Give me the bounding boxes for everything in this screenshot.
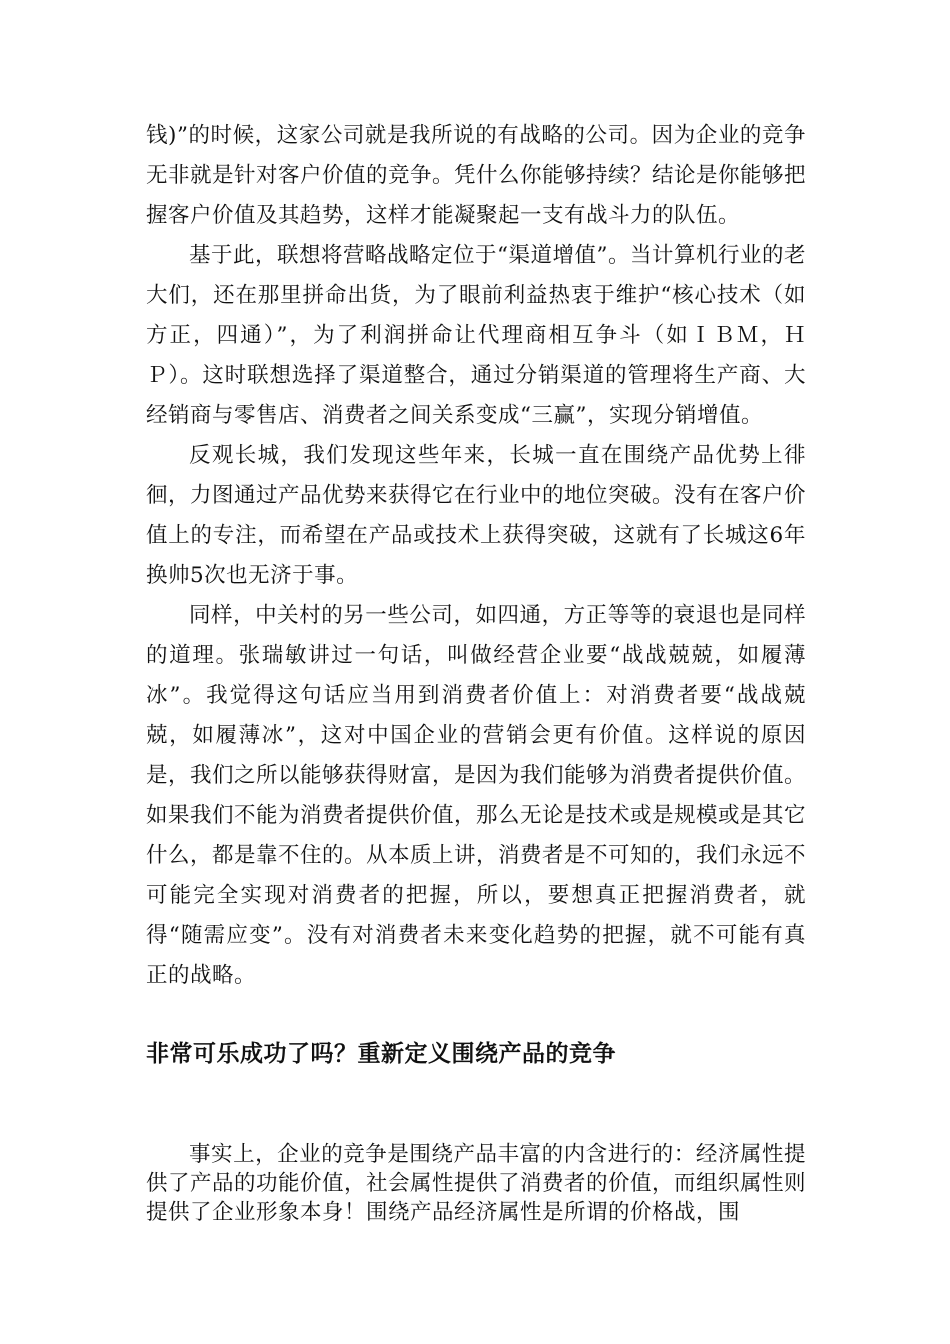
paragraph-product-competition: 事实上，企业的竞争是围绕产品丰富的内含进行的：经济属性提供了产品的功能价值，社会属性提供了消费者的价值，而组织属性则提供了企业形象本身！围绕产品经济属性是所谓的价格战，围 bbox=[146, 1142, 807, 1225]
paragraph-lenovo-channel: 基于此，联想将营略战略定位于“渠道增值”。当计算机行业的老大们，还在那里拼命出货，为了眼前利益热衷于维护“核心技术（如方正，四通）”，为了利润拼命让代理商相互争斗（如ＩＢＭ，ＨＰ）。这时联想选择了渠道整合，通过分销渠道的管理将生产商、大经销商与零售店、消费者之间关系变成“三赢”，实现分销增值。 bbox=[146, 243, 806, 428]
section-heading: 非常可乐成功了吗？重新定义围绕产品的竞争 bbox=[146, 1041, 616, 1067]
paragraph-great-wall: 反观长城，我们发现这些年来，长城一直在围绕产品优势上徘徊，力图通过产品优势来获得它在行业中的地位突破。没有在客户价值上的专注，而希望在产品或技术上获得突破，这就有了长城这6年换帅5次也无济于事。 bbox=[146, 443, 807, 588]
paragraph-strategy-company: 钱)”的时候，这家公司就是我所说的有战略的公司。因为企业的竞争无非就是针对客户价值的竞争。凭什么你能够持续？结论是你能够把握客户价值及其趋势，这样才能凝聚起一支有战斗力的队伍。 bbox=[146, 123, 807, 228]
section-body-text bbox=[146, 1140, 806, 1227]
paragraph-zhongguancun: 同样，中关村的另一些公司，如四通，方正等等的衰退也是同样的道理。张瑞敏讲过一句话，叫做经营企业要“战战兢兢，如履薄冰”。我觉得这句话应当用到消费者价值上：对消费者要“战战兢兢，如履薄冰”，这对中国企业的营销会更有价值。这样说的原因是，我们之所以能够获得财富，是因为我们能够为消费者提供价值。如果我们不能为消费者提供价值，那么无论是技术或是规模或是其它什么，都是靠不住的。从本质上讲，消费者是不可知的，我们永远不可能完全实现对消费者的把握，所以，要想真正把握消费者，就得“随需应变”。没有对消费者未来变化趋势的把握，就不可能有真正的战略。 bbox=[146, 603, 807, 988]
body-text bbox=[146, 116, 806, 996]
